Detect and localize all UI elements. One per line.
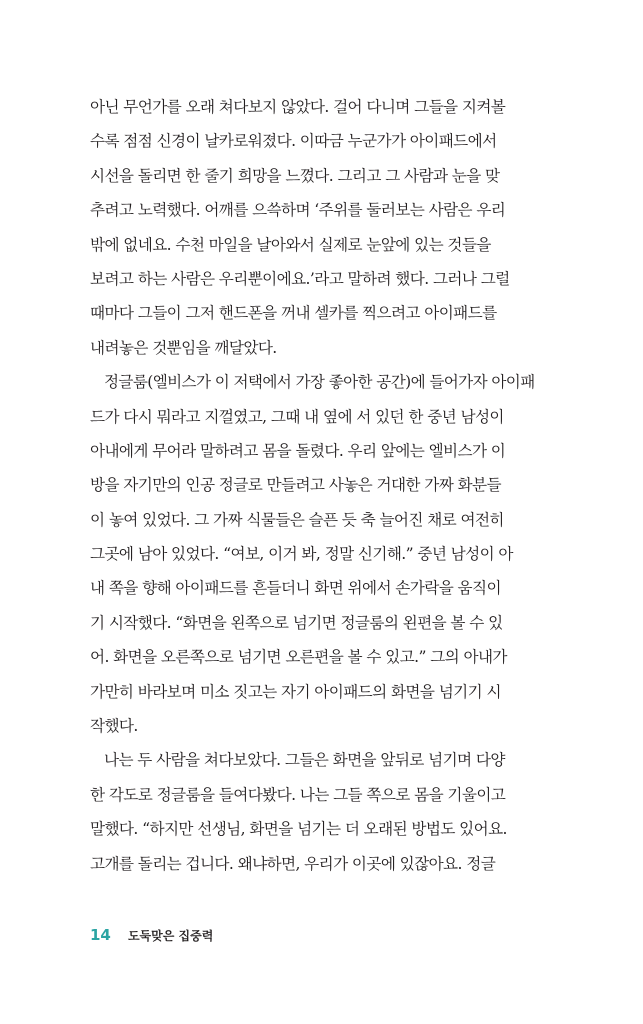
text-line: 아닌 무언가를 오래 쳐다보지 않았다. 걸어 다니며 그들을 지켜볼 bbox=[90, 98, 506, 116]
text-line: 한 각도로 정글룸을 들여다봤다. 나는 그들 쪽으로 몸을 기울이고 bbox=[90, 785, 506, 804]
text-line: 정글룸(엘비스가 이 저택에서 가장 좋아한 공간)에 들어가자 아이패 bbox=[104, 373, 535, 392]
text-line: 밖에 없네요. 수천 마일을 날아와서 실제로 눈앞에 있는 것들을 bbox=[90, 235, 491, 254]
text-line: 아내에게 무어라 말하려고 몸을 돌렸다. 우리 앞에는 엘비스가 이 bbox=[90, 441, 506, 460]
text-line: 이 놓여 있었다. 그 가짜 식물들은 슬픈 듯 축 늘어진 채로 여전히 bbox=[90, 510, 504, 529]
text-line: 고개를 돌리는 겁니다. 왜냐하면, 우리가 이곳에 있잖아요. 정글 bbox=[90, 854, 496, 873]
text-line: 그곳에 남아 있었다. “여보, 이거 봐, 정말 신기해.” 중년 남성이 아 bbox=[90, 545, 513, 564]
text-line: 시선을 돌리면 한 줄기 희망을 느꼈다. 그리고 그 사람과 눈을 맞 bbox=[90, 166, 500, 185]
text-line: 방을 자기만의 인공 정글로 만들려고 사놓은 거대한 가짜 화분들 bbox=[90, 476, 501, 495]
text-line: 내 쪽을 향해 아이패드를 흔들더니 화면 위에서 손가락을 움직이 bbox=[90, 579, 501, 598]
text-line: 기 시작했다. “화면을 왼쪽으로 넘기면 정글룸의 왼편을 볼 수 있 bbox=[90, 613, 503, 632]
text-line: 추려고 노력했다. 어깨를 으쓱하며 ‘주위를 둘러보는 사람은 우리 bbox=[90, 201, 506, 220]
text-line: 내려놓은 것뿐임을 깨달았다. bbox=[90, 338, 277, 357]
text-line: 작했다. bbox=[90, 717, 138, 736]
text-line: 나는 두 사람을 쳐다보았다. 그들은 화면을 앞뒤로 넘기며 다양 bbox=[104, 751, 505, 770]
text-line: 말했다. “하지만 선생님, 화면을 넘기는 더 오래된 방법도 있어요. bbox=[90, 820, 507, 839]
text-line: 보려고 하는 사람은 우리뿐이에요.’라고 말하려 했다. 그러나 그럴 bbox=[90, 269, 510, 288]
page-footer bbox=[90, 924, 213, 946]
body-text bbox=[90, 90, 535, 881]
text-line: 어. 화면을 오른쪽으로 넘기면 오른편을 볼 수 있고.” 그의 아내가 bbox=[90, 648, 507, 667]
book-title: 도둑맞은 집중력 bbox=[127, 929, 214, 943]
text-line: 가만히 바라보며 미소 짓고는 자기 아이패드의 화면을 넘기기 시 bbox=[90, 682, 501, 701]
text-line: 수록 점점 신경이 날카로워졌다. 이따금 누군가가 아이패드에서 bbox=[90, 132, 497, 151]
text-line: 때마다 그들이 그저 핸드폰을 꺼내 셀카를 찍으려고 아이패드를 bbox=[90, 304, 497, 323]
page-number: 14 bbox=[90, 926, 111, 944]
text-line: 드가 다시 뭐라고 지껄였고, 그때 내 옆에 서 있던 한 중년 남성이 bbox=[90, 407, 504, 426]
